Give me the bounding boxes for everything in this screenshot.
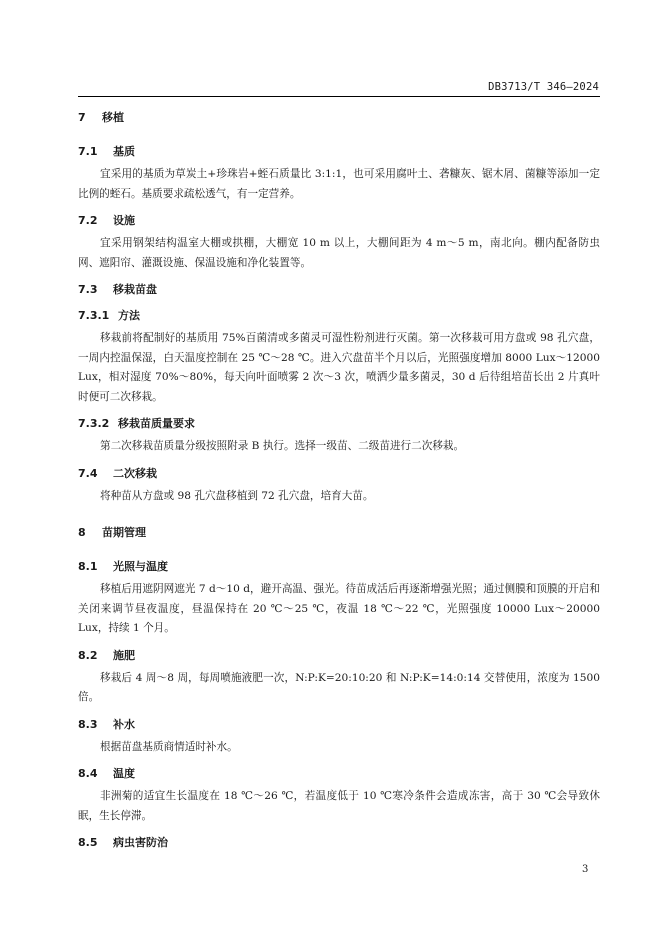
subsection-heading: 8.5 病虫害防治 — [78, 836, 168, 849]
section-heading: 7 移植 — [78, 111, 124, 124]
subsection-heading: 8.3 补水 — [78, 717, 135, 731]
subsection-heading: 8.2 施肥 — [78, 648, 135, 662]
paragraph: 非洲菊的适宜生长温度在 18 ℃～26 ℃，若温度低于 10 ℃寒冷条件会造成冻害，高于 30 ℃会导致休眠，生长停滞。 — [78, 790, 600, 822]
subsection-heading: 7.4 二次移栽 — [78, 466, 157, 480]
page-number: 3 — [582, 864, 589, 875]
section-heading: 8 苗期管理 — [78, 526, 146, 539]
paragraph: 宜采用钢架结构温室大棚或拱棚，大棚宽 10 m 以上，大棚间距为 4 m～5 m，南北向。棚内配备防虫网、遮阳帘、灌溉设施、保温设施和净化装置等。 — [78, 237, 600, 269]
paragraph: 移栽前将配制好的基质用 75%百菌清或多菌灵可湿性粉剂进行灭菌。第一次移栽可用方盘或 98 孔穴盘，一周内控温保湿，白天温度控制在 25 ℃～28 ℃。进入穴盘苗半个月以后，光照强度增加 8000 Lux～12000 Lux，相对湿度 70%～80%，每天向叶面喷雾 2 次～3 次，喷洒少量多菌灵，30 d 后待组培苗长出 2 片真叶时便可二次移栽。 — [78, 332, 600, 403]
subsection-heading: 8.1 光照与温度 — [78, 560, 168, 573]
document-body — [78, 104, 600, 850]
subsection-heading: 7.2 设施 — [78, 214, 135, 227]
paragraph: 将种苗从方盘或 98 孔穴盘移植到 72 孔穴盘，培育大苗。 — [100, 489, 374, 502]
subsection-heading: 8.4 温度 — [78, 767, 135, 780]
paragraph: 移植后用遮阴网遮光 7 d～10 d，避开高温、强光。待苗成活后再逐渐增强光照；通过侧膜和顶膜的开启和关闭来调节昼夜温度，昼温保持在 20 ℃～25 ℃，夜温 18 ℃～22 ℃，光照强度 10000 Lux～20000 Lux，持续 1 个月。 — [78, 583, 600, 634]
subsubsection-heading: 7.3.2 移栽苗质量要求 — [78, 417, 195, 430]
paragraph: 第二次移栽苗质量分级按照附录 B 执行。选择一级苗、二级苗进行二次移栽。 — [100, 440, 465, 452]
subsubsection-heading: 7.3.1 方法 — [78, 309, 140, 322]
header-rule — [78, 96, 600, 97]
document-code: DB3713/T 346—2024 — [488, 81, 599, 93]
paragraph: 根据苗盘基质商情适时补水。 — [100, 740, 238, 753]
subsection-heading: 7.1 基质 — [78, 145, 135, 158]
paragraph: 移栽后 4 周～8 周，每周喷施液肥一次，N:P:K=20:10:20 和 N:P:K=14:0:14 交替使用，浓度为 1500 倍。 — [78, 671, 600, 703]
paragraph: 宜采用的基质为草炭土+珍珠岩+蛭石质量比 3:1:1，也可采用腐叶土、砻糠灰、锯木屑、菌糠等添加一定比例的蛭石。基质要求疏松透气，有一定营养。 — [78, 168, 600, 200]
subsection-heading: 7.3 移栽苗盘 — [78, 283, 157, 296]
